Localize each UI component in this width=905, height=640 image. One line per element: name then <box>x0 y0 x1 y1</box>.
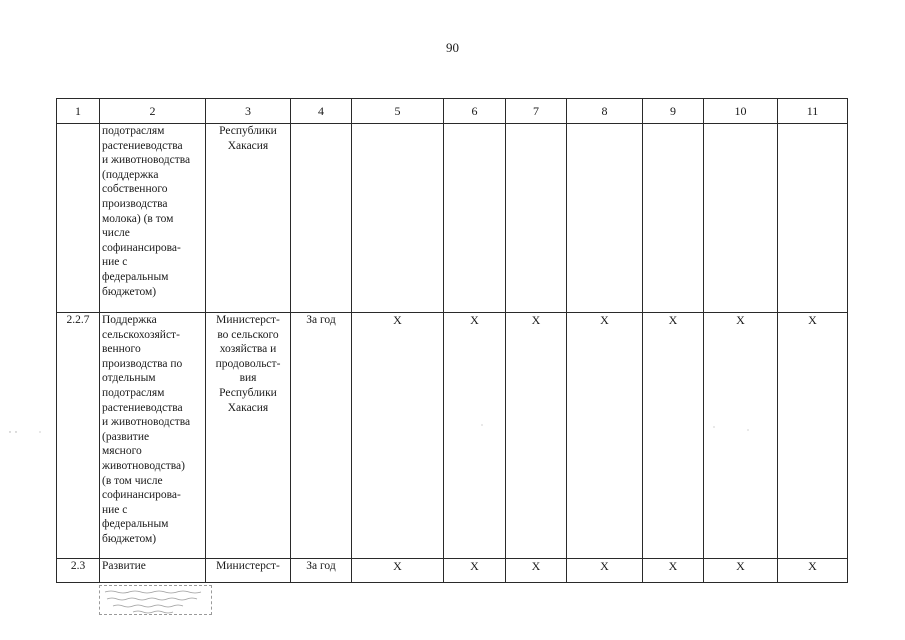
table-row <box>57 313 848 559</box>
column-header: 5 <box>352 99 444 124</box>
item-mark: Х <box>778 559 848 583</box>
item-mark <box>506 124 567 313</box>
item-mark: Х <box>778 313 848 559</box>
table-row <box>57 559 848 583</box>
page-number: 90 <box>446 40 459 55</box>
item-mark: Х <box>506 313 567 559</box>
column-header: 3 <box>206 99 291 124</box>
column-header: 6 <box>444 99 506 124</box>
column-header: 9 <box>643 99 704 124</box>
column-header: 4 <box>291 99 352 124</box>
item-mark: Х <box>506 559 567 583</box>
item-mark: Х <box>567 313 643 559</box>
item-mark: Х <box>567 559 643 583</box>
item-name <box>100 124 206 313</box>
item-mark: Х <box>643 313 704 559</box>
item-period <box>291 124 352 313</box>
item-mark: Х <box>352 559 444 583</box>
item-mark: Х <box>444 559 506 583</box>
item-name <box>100 313 206 559</box>
item-executor <box>206 313 291 559</box>
item-period: За год <box>291 313 352 559</box>
column-header: 2 <box>100 99 206 124</box>
header-row <box>57 99 848 124</box>
item-name-text: Поддержка сельскохозяйст- венного производства по отдельным подотраслям растениеводства и животноводства (развитие мясного животноводства) (в том числе софинансирова- ние с федеральным бюджетом) <box>102 314 191 545</box>
item-name: Развитие <box>100 559 206 583</box>
item-number <box>57 124 100 313</box>
item-mark <box>643 124 704 313</box>
item-period: За год <box>291 559 352 583</box>
item-executor-text: Республики Хакасия <box>219 125 277 152</box>
column-header: 8 <box>567 99 643 124</box>
item-mark: Х <box>444 313 506 559</box>
table-row <box>57 124 848 313</box>
item-number: 2.3 <box>57 559 100 583</box>
item-number: 2.2.7 <box>57 313 100 559</box>
item-mark <box>352 124 444 313</box>
item-mark: Х <box>643 559 704 583</box>
item-mark <box>444 124 506 313</box>
item-executor: Министерст- <box>206 559 291 583</box>
item-mark <box>567 124 643 313</box>
column-header: 11 <box>778 99 848 124</box>
item-executor <box>206 124 291 313</box>
item-mark: Х <box>704 313 778 559</box>
item-mark: Х <box>352 313 444 559</box>
item-name-text: подотраслям растениеводства и животноводства (поддержка собственного производства молока) (в том числе софинансирова- ние с федеральным бюджетом) <box>102 125 191 298</box>
column-header: 10 <box>704 99 778 124</box>
item-mark <box>778 124 848 313</box>
stamp-scribble <box>103 587 210 615</box>
certification-stamp <box>99 585 212 615</box>
item-mark: Х <box>704 559 778 583</box>
item-mark <box>704 124 778 313</box>
item-executor-text: Министерст- во сельского хозяйства и продовольст- вия Республики Хакасия <box>215 314 281 414</box>
program-table <box>56 98 848 583</box>
column-header: 7 <box>506 99 567 124</box>
column-header: 1 <box>57 99 100 124</box>
